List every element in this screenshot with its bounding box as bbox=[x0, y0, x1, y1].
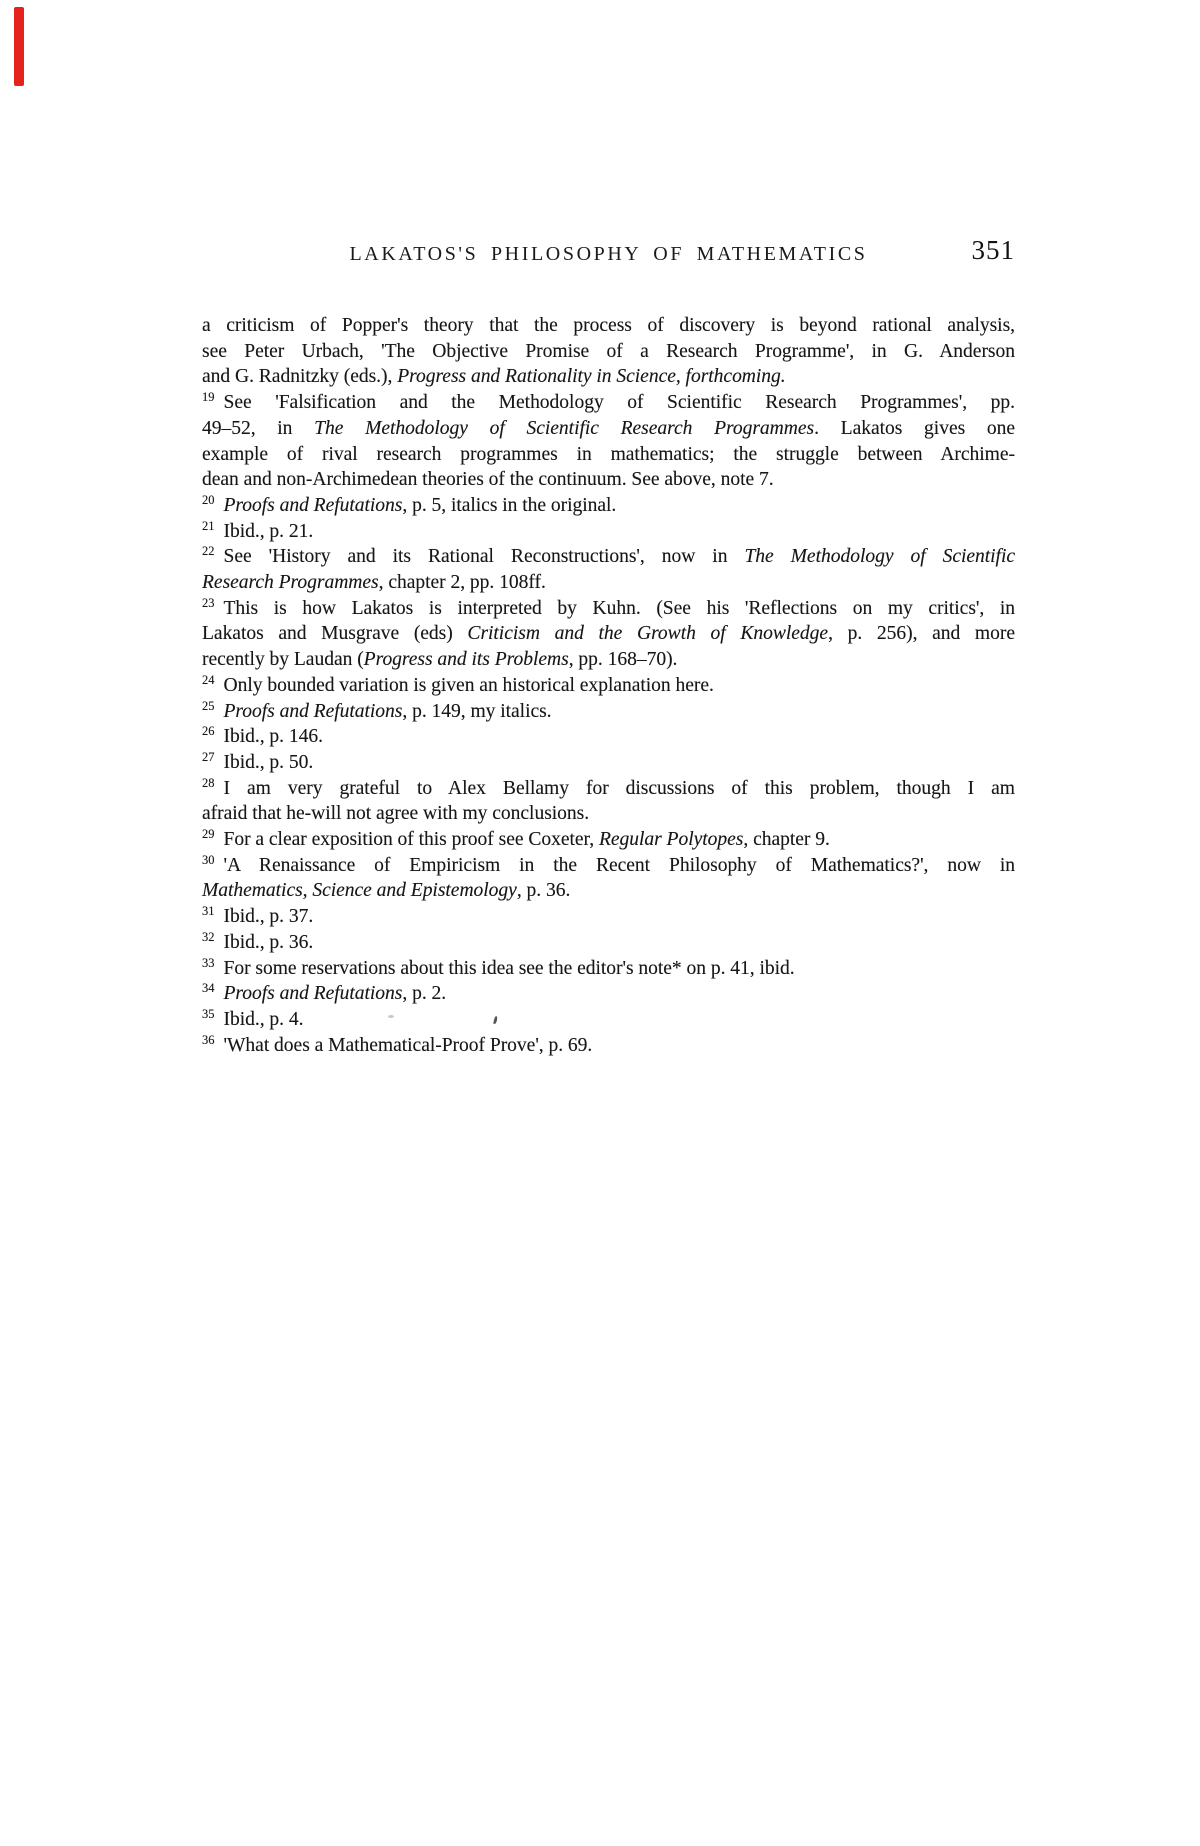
italic-title: Mathematics, Science and Epistemology bbox=[202, 880, 517, 902]
text-line bbox=[202, 416, 1015, 442]
note-text: example of rival research programmes in mathematics; the struggle between Archime- bbox=[202, 443, 1015, 465]
note-text: Only bounded variation is given an historical explanation here. bbox=[223, 674, 714, 696]
note-number-ref: 29 bbox=[202, 827, 215, 841]
note-text: recently by Laudan ( bbox=[202, 649, 364, 671]
text-line bbox=[202, 776, 1015, 802]
page-number: 351 bbox=[971, 235, 1015, 265]
note-number-ref: 19 bbox=[202, 390, 215, 405]
text-line bbox=[202, 390, 1015, 416]
note-text: a criticism of Popper's theory that the process of discovery is beyond rational analysis, bbox=[202, 315, 1015, 336]
note-text: 'A Renaissance of Empiricism in the Recent Philosophy of Mathematics?', now in bbox=[223, 854, 1015, 876]
text-line bbox=[202, 339, 1015, 365]
note-text: Ibid., p. 37. bbox=[223, 906, 314, 928]
note-text: , p. 2. bbox=[402, 983, 447, 1005]
scan-speckle bbox=[388, 1015, 394, 1018]
text-line bbox=[202, 956, 1015, 982]
text-line bbox=[202, 596, 1015, 622]
note-text: I am very grateful to Alex Bellamy for discussions of this problem, though I am bbox=[223, 777, 1015, 799]
text-line bbox=[202, 467, 1015, 493]
note-number-ref: 25 bbox=[202, 698, 215, 713]
italic-title: Regular Polytopes bbox=[598, 829, 744, 850]
note-text: 'What does a Mathematical-Proof Prove', p. 69. bbox=[223, 1034, 593, 1056]
text-line bbox=[202, 1033, 1015, 1059]
note-number-ref: 30 bbox=[202, 852, 215, 867]
italic-title: Progress and Rationality in Science, forthcoming. bbox=[397, 366, 786, 388]
text-line bbox=[202, 1007, 1015, 1033]
note-text: afraid that he-will not agree with my conclusions. bbox=[202, 803, 590, 825]
note-number-ref: 20 bbox=[202, 492, 215, 507]
running-header-title: LAKATOS'S PHILOSOPHY OF MATHEMATICS bbox=[349, 243, 868, 265]
text-line bbox=[202, 930, 1015, 956]
endnotes-block bbox=[202, 313, 1015, 1073]
note-text: and G. Radnitzky (eds.), bbox=[202, 366, 398, 388]
note-text: For a clear exposition of this proof see Coxeter, bbox=[223, 829, 599, 850]
text-line bbox=[202, 673, 1015, 699]
note-text: See 'History and its Rational Reconstructions', now in bbox=[223, 546, 745, 568]
text-line bbox=[202, 699, 1015, 725]
note-number-ref: 34 bbox=[202, 981, 215, 996]
text-line bbox=[202, 493, 1015, 519]
note-text: 49–52, in bbox=[202, 417, 315, 439]
note-text: see Peter Urbach, 'The Objective Promise of a Research Programme', in G. Anderson bbox=[202, 340, 1015, 362]
note-number-ref: 36 bbox=[202, 1032, 215, 1047]
red-ink-mark bbox=[14, 7, 24, 86]
note-text: , p. 36. bbox=[516, 880, 571, 902]
running-header bbox=[202, 235, 1015, 270]
text-line bbox=[202, 981, 1015, 1007]
note-number-ref: 32 bbox=[202, 929, 215, 944]
note-number-ref: 28 bbox=[202, 775, 215, 790]
note-number-ref: 22 bbox=[202, 544, 215, 559]
note-number-ref: 24 bbox=[202, 672, 215, 687]
note-text: , p. 5, italics in the original. bbox=[402, 494, 617, 516]
note-text: , p. 256), and more bbox=[828, 623, 1015, 645]
text-line bbox=[202, 364, 1015, 390]
note-text: This is how Lakatos is interpreted by Kuhn. (See his 'Reflections on my critics', in bbox=[223, 597, 1015, 619]
note-text: , pp. 168–70). bbox=[568, 649, 678, 671]
note-text: , p. 149, my italics. bbox=[402, 700, 552, 722]
note-text: Ibid., p. 4. bbox=[223, 1008, 304, 1030]
italic-title: Progress and its Problems bbox=[363, 649, 569, 671]
italic-title: The Methodology of Scientific bbox=[744, 546, 1015, 568]
note-number-ref: 23 bbox=[202, 595, 215, 610]
text-line bbox=[202, 904, 1015, 930]
text-line bbox=[202, 647, 1015, 673]
italic-title: Proofs and Refutations bbox=[223, 983, 403, 1005]
text-line bbox=[202, 724, 1015, 750]
note-text: See 'Falsification and the Methodology of Scientific Research Programmes', pp. bbox=[223, 392, 1015, 414]
text-line bbox=[202, 570, 1015, 596]
italic-title: Criticism and the Growth of Knowledge bbox=[467, 623, 829, 645]
text-line bbox=[202, 750, 1015, 776]
note-text: dean and non-Archimedean theories of the continuum. See above, note 7. bbox=[202, 469, 774, 491]
italic-title: Proofs and Refutations bbox=[223, 494, 403, 516]
text-line bbox=[202, 827, 1015, 853]
italic-title: Research Programmes bbox=[202, 572, 379, 593]
note-number-ref: 21 bbox=[202, 518, 215, 533]
text-line bbox=[202, 853, 1015, 879]
text-line bbox=[202, 801, 1015, 827]
text-line bbox=[202, 878, 1015, 904]
note-number-ref: 26 bbox=[202, 724, 215, 739]
text-line bbox=[202, 442, 1015, 468]
note-number-ref: 27 bbox=[202, 749, 215, 764]
note-number-ref: 35 bbox=[202, 1006, 215, 1021]
note-text: . Lakatos gives one bbox=[814, 417, 1016, 439]
italic-title: Proofs and Refutations bbox=[223, 700, 403, 722]
note-text: Ibid., p. 36. bbox=[223, 931, 314, 953]
italic-title: The Methodology of Scientific Research Programmes bbox=[314, 417, 815, 439]
text-line bbox=[202, 313, 1015, 339]
note-text: Lakatos and Musgrave (eds) bbox=[202, 623, 468, 645]
note-text: For some reservations about this idea see the editor's note* on p. 41, ibid. bbox=[223, 957, 795, 979]
note-text: Ibid., p. 21. bbox=[223, 520, 314, 542]
text-line bbox=[202, 544, 1015, 570]
text-line bbox=[202, 519, 1015, 545]
note-text: , chapter 9. bbox=[743, 829, 830, 850]
note-number-ref: 33 bbox=[202, 955, 215, 970]
note-text: Ibid., p. 50. bbox=[223, 751, 314, 773]
text-line bbox=[202, 621, 1015, 647]
note-number-ref: 31 bbox=[202, 904, 215, 919]
note-text: , chapter 2, pp. 108ff. bbox=[378, 572, 546, 593]
note-text: Ibid., p. 146. bbox=[223, 726, 323, 748]
